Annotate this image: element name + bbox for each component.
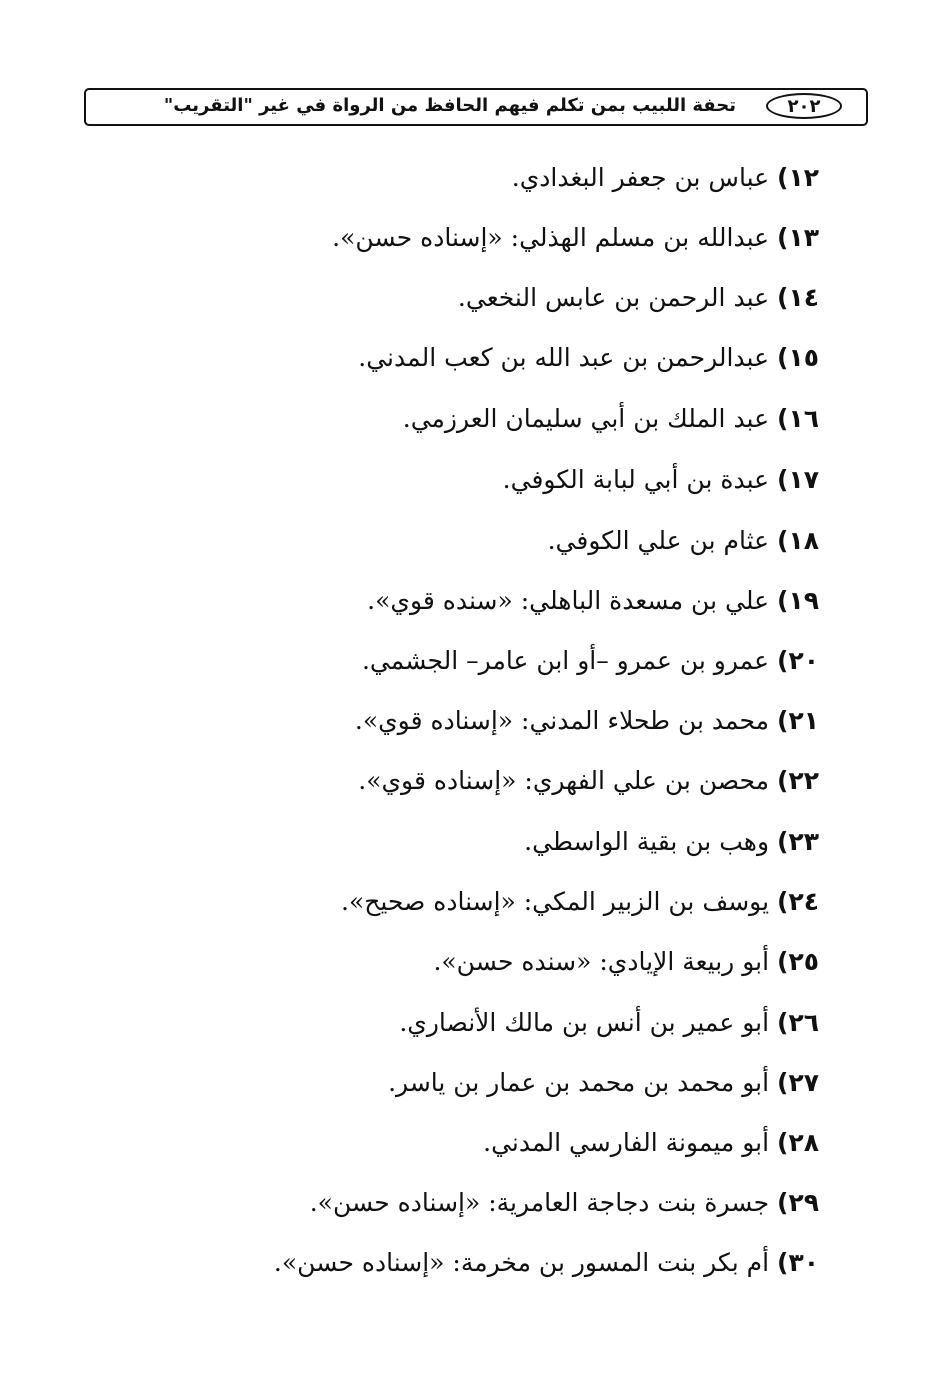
item-number: ٢٧) (777, 1068, 819, 1097)
item-text: عباس بن جعفر البغدادي. (511, 163, 770, 192)
item-text: محمد بن طحلاء المدني: «إسناده قوي». (354, 706, 770, 735)
item-number: ١٣) (777, 223, 819, 252)
list-item (274, 1245, 819, 1281)
item-text: أم بكر بنت المسور بن مخرمة: «إسناده حسن». (273, 1248, 770, 1277)
list-item (399, 1005, 819, 1041)
list-item (512, 160, 819, 196)
item-number: ١٥) (777, 343, 819, 372)
list-item (355, 703, 819, 739)
list-item (503, 462, 819, 498)
item-text: يوسف بن الزبير المكي: «إسناده صحيح». (341, 887, 770, 916)
list-item (362, 643, 819, 679)
item-text: جسرة بنت دجاجة العامرية: «إسناده حسن». (309, 1188, 770, 1217)
item-number: ١٤) (777, 283, 819, 312)
header-title: تحفة اللبيب بمن تكلم فيهم الحافظ من الرواة في غير "التقريب" (163, 95, 736, 116)
list-item (358, 340, 819, 376)
item-text: محصن بن علي الفهري: «إسناده قوي». (358, 766, 770, 795)
list-item (403, 401, 819, 437)
item-text: أبو ميمونة الفارسي المدني. (483, 1128, 770, 1157)
page-number: ٢٠٢ (766, 93, 842, 119)
list-item (458, 280, 819, 316)
list-item (358, 763, 819, 799)
list-item (367, 583, 819, 619)
item-text: عثام بن علي الكوفي. (547, 526, 770, 555)
list-item (483, 1125, 819, 1161)
item-number: ١٦) (777, 404, 819, 433)
list-item (388, 1065, 819, 1101)
item-number: ١٢) (777, 163, 819, 192)
item-number: ٢١) (777, 706, 819, 735)
item-text: أبو محمد بن محمد بن عمار بن ياسر. (388, 1068, 770, 1097)
item-text: عبد الرحمن بن عابس النخعي. (457, 283, 770, 312)
item-text: علي بن مسعدة الباهلي: «سنده قوي». (367, 586, 770, 615)
item-number: ٢٩) (777, 1188, 819, 1217)
list-item (332, 220, 819, 256)
item-text: أبو عمير بن أنس بن مالك الأنصاري. (399, 1008, 770, 1037)
item-number: ٢٥) (777, 947, 819, 976)
item-number: ٢٣) (777, 827, 819, 856)
item-text: عبدالله بن مسلم الهذلي: «إسناده حسن». (332, 223, 770, 252)
item-number: ١٧) (777, 465, 819, 494)
item-text: أبو ربيعة الإيادي: «سنده حسن». (433, 947, 770, 976)
item-text: عبدالرحمن بن عبد الله بن كعب المدني. (358, 343, 770, 372)
item-number: ٢٢) (777, 766, 819, 795)
item-number: ٢٨) (777, 1128, 819, 1157)
item-number: ١٨) (777, 526, 819, 555)
item-number: ٣٠) (777, 1248, 819, 1277)
item-text: عمرو بن عمرو –أو ابن عامر– الجشمي. (361, 646, 770, 675)
item-text: عبدة بن أبي لبابة الكوفي. (502, 465, 770, 494)
item-text: وهب بن بقية الواسطي. (524, 827, 770, 856)
item-number: ٢٦) (777, 1008, 819, 1037)
list-item (433, 944, 819, 980)
item-text: عبد الملك بن أبي سليمان العرزمي. (402, 404, 770, 433)
list-item (310, 1185, 819, 1221)
item-number: ١٩) (777, 586, 819, 615)
list-item (524, 824, 819, 860)
item-number: ٢٠) (777, 646, 819, 675)
list-item (548, 523, 819, 559)
item-number: ٢٤) (777, 887, 819, 916)
list-item (341, 884, 819, 920)
